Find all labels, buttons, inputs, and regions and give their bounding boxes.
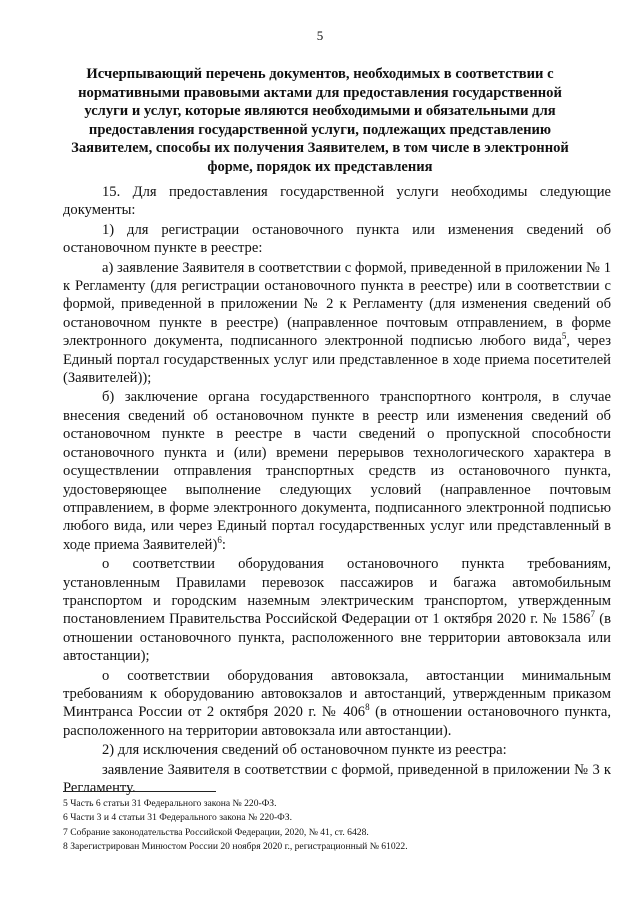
footnote-ref-7: 7	[590, 609, 595, 620]
footnote-ref-5: 5	[561, 331, 567, 342]
paragraph-item-a-tail: , через Единый портал государственных услуг или представленное в ходе приема посетителей (Заявителей));	[63, 333, 611, 387]
paragraph-condition-1	[63, 555, 611, 665]
paragraph-15: 15. Для предоставления государственной услуги необходимы следующие документы:	[63, 184, 611, 219]
paragraph-condition-2	[63, 667, 611, 741]
paragraph-condition-2-tail: (в отношении остановочного пункта, расположенного на территории автовокзала или автостанции).	[63, 704, 611, 739]
paragraph-condition-1-tail: (в отношении остановочного пункта, расположенного вне территории автовокзала или автостанции);	[63, 611, 611, 665]
paragraph-item-1: 1) для регистрации остановочного пункта или изменения сведений об остановочном пункте в реестре:	[63, 221, 611, 257]
footnote-ref-6: 6	[217, 534, 222, 545]
paragraph-item-2-application: заявление Заявителя в соответствии с формой, приведенной в приложении № 3 к Регламенту.	[63, 761, 611, 796]
section-heading: Исчерпывающий перечень документов, необходимых в соответствии с нормативными правовыми актами для предоставления государственной услуги и услуг, которые являются необходимыми и обязательными для предоставления государственной услуги, подлежащих представлению Заявителем, способы их получения Заявителем, в том числе в электронной форме, порядок их представления	[71, 66, 569, 175]
footnote-6: 6 Части 3 и 4 статьи 31 Федерального закона № 220-ФЗ.	[63, 812, 292, 824]
paragraph-item-b-tail: :	[221, 536, 226, 553]
footnotes	[63, 797, 611, 855]
paragraph-item-b	[63, 388, 611, 554]
footnote-8: 8 Зарегистрирован Минюстом России 20 ноября 2020 г., регистрационный № 61022.	[63, 841, 408, 853]
footnote-ref-8: 8	[365, 702, 370, 713]
footnote-5: 5 Часть 6 статьи 31 Федерального закона № 220-ФЗ.	[63, 798, 277, 809]
footnote-divider	[63, 791, 216, 792]
paragraph-item-a	[63, 259, 611, 388]
document-body	[63, 183, 611, 798]
paragraph-condition-2-text: о соответствии оборудования автовокзала, автостанции минимальным требованиям к оборудованию автовокзалов и автостанций, утвержденным приказом Минтранса России от 2 октября 2020 г. № 406	[63, 667, 611, 721]
paragraph-item-a-text: а) заявление Заявителя в соответствии с формой, приведенной в приложении № 1 к Регламенту (для регистрации остановочного пункта в реестре) или в соответствии с формой, приведенной в приложении № 2 к Регламенту (для изменения сведений об остановочном пункте в реестре) (направленное почтовым отправлением, в форме электронного документа, подписанного электронной подписью любого вида	[63, 259, 611, 350]
page-number: 5	[316, 28, 324, 43]
paragraph-item-2: 2) для исключения сведений об остановочном пункте из реестра:	[102, 742, 507, 759]
paragraph-condition-1-text: о соответствии оборудования остановочного пункта требованиям, установленным Правилами перевозок пассажиров и багажа автомобильным транспортом и городским наземным электрическим транспортом, утвержденным постановлением Правительства Российской Федерации от 1 октября 2020 г. № 1586	[63, 556, 611, 628]
footnote-7: 7 Собрание законодательства Российской Федерации, 2020, № 41, ст. 6428.	[63, 826, 369, 838]
paragraph-item-b-text: б) заключение органа государственного транспортного контроля, в случае внесения сведений об остановочном пункте в реестр или изменения сведений об остановочном пункте в реестре в части сведений о пропускной способности остановочного пункта и (или) времени перерывов технологического характера в осуществлении отправления транспортных средств из остановочного пункта, удостоверяющее выполнение следующих условий (направленное почтовым отправлением, в форме электронного документа, подписанного электронной подписью любого вида, или через Единый портал государственных услуг или представленный в ходе приема Заявителей)	[63, 389, 611, 553]
